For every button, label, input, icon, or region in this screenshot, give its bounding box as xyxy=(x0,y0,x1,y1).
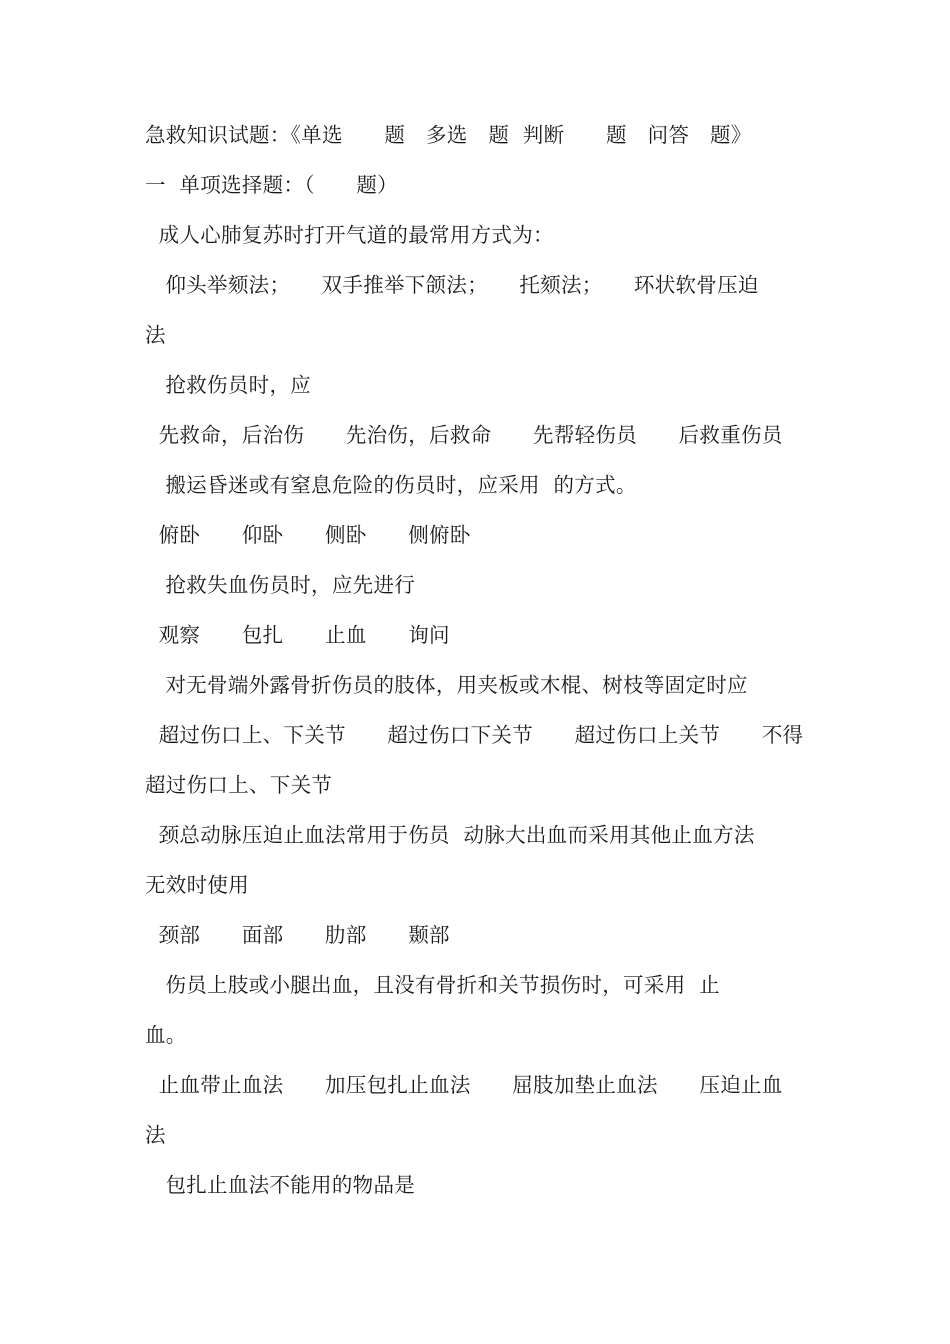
question-1: 成人心肺复苏时打开气道的最常用方式为： xyxy=(145,223,554,247)
section-heading: 一 单项选择题：（ 题） xyxy=(145,173,398,197)
question-4: 抢救失血伤员时，应先进行 xyxy=(145,573,416,597)
question-7-cont: 血。 xyxy=(145,1023,187,1047)
question-7-options: 止血带止血法 加压包扎止血法 屈肢加垫止血法 压迫止血 xyxy=(145,1073,783,1097)
question-3-options: 俯卧 仰卧 侧卧 侧俯卧 xyxy=(145,523,471,547)
question-4-options: 观察 包扎 止血 询问 xyxy=(145,623,450,647)
question-2: 抢救伤员时，应 xyxy=(145,373,312,397)
question-5: 对无骨端外露骨折伤员的肢体，用夹板或木棍、树枝等固定时应 xyxy=(145,673,748,697)
question-5-options-cont: 超过伤口上、下关节 xyxy=(145,773,333,797)
question-6: 颈总动脉压迫止血法常用于伤员 动脉大出血而采用其他止血方法 xyxy=(145,823,755,847)
question-1-options-cont: 法 xyxy=(145,323,166,347)
question-6-cont: 无效时使用 xyxy=(145,873,249,897)
question-7-options-cont: 法 xyxy=(145,1123,166,1147)
question-7: 伤员上肢或小腿出血，且没有骨折和关节损伤时，可采用 止 xyxy=(145,973,720,997)
question-2-options: 先救命，后治伤 先治伤，后救命 先帮轻伤员 后救重伤员 xyxy=(145,423,783,447)
document-title: 急救知识试题：《单选 题 多选 题 判断 题 问答 题》 xyxy=(145,123,752,147)
question-5-options: 超过伤口上、下关节 超过伤口下关节 超过伤口上关节 不得 xyxy=(145,723,804,747)
question-1-options: 仰头举颏法； 双手推举下颌法； 托颏法； 环状软骨压迫 xyxy=(145,273,759,297)
question-3: 搬运昏迷或有窒息危险的伤员时，应采用 的方式。 xyxy=(145,473,637,497)
question-6-options: 颈部 面部 肋部 颞部 xyxy=(145,923,450,947)
question-8: 包扎止血法不能用的物品是 xyxy=(145,1173,416,1197)
